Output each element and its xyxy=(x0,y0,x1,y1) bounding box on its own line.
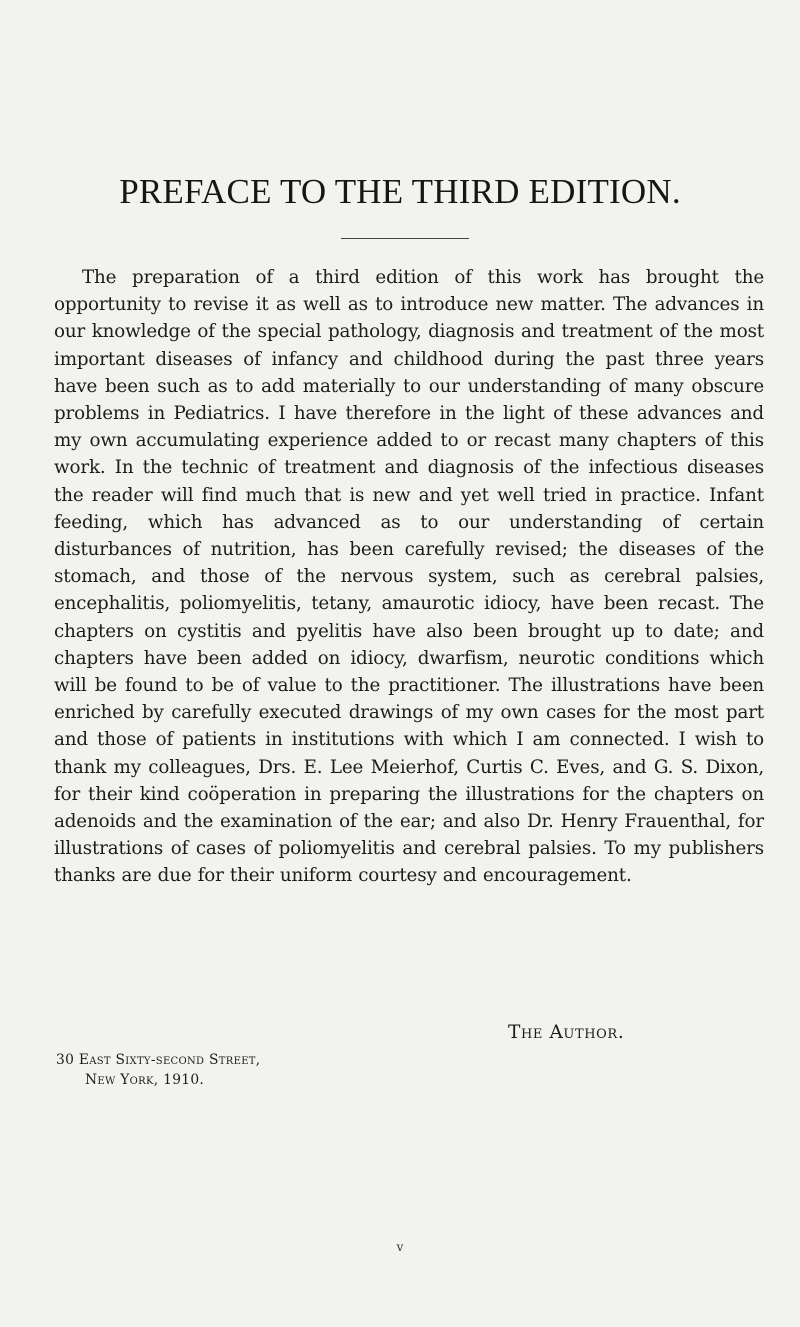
author-address xyxy=(56,1050,260,1090)
page-number: v xyxy=(396,1240,404,1254)
author-signature: The Author. xyxy=(508,1022,625,1043)
title-divider xyxy=(341,238,469,239)
preface-paragraph: The preparation of a third edition of this work has brought the opportunity to revise it as well as to introduce new matter. The advances in our knowledge of the special pathology, diagnosis and treatment of the most important diseases of infancy and childhood during the past three years have been such as to add materially to our understanding of many obscure problems in Pediatrics. I have therefore in the light of these advances and my own accumulating experience added to or recast many chapters of this work. In the technic of treatment and diagnosis of the infectious diseases the reader will find much that is new and yet well tried in practice. Infant feeding, which has advanced as to our understanding of certain disturbances of nutrition, has been carefully revised; the diseases of the stomach, and those of the nervous system, such as cerebral palsies, encephalitis, poliomyelitis, tetany, amaurotic idiocy, have been recast. The chapters on cystitis and pyelitis have also been brought up to date; and chapters have been added on idiocy, dwarfism, neurotic conditions which will be found to be of value to the practitioner. The illustrations have been enriched by carefully executed drawings of my own cases for the most part and those of patients in institutions with which I am connected. I wish to thank my colleagues, Drs. E. Lee Meierhof, Curtis C. Eves, and G. S. Dixon, for their kind coöperation in preparing the illustrations for the chapters on adenoids and the examination of the ear; and also Dr. Henry Frauenthal, for illustrations of cases of poliomyelitis and cerebral palsies. To my publishers thanks are due for their uniform courtesy and encouragement. xyxy=(54,267,764,887)
address-line-2: New York, 1910. xyxy=(85,1072,205,1088)
page-title: PREFACE TO THE THIRD EDITION. xyxy=(119,172,681,211)
address-line-1: 30 East Sixty-second Street, xyxy=(56,1052,261,1068)
